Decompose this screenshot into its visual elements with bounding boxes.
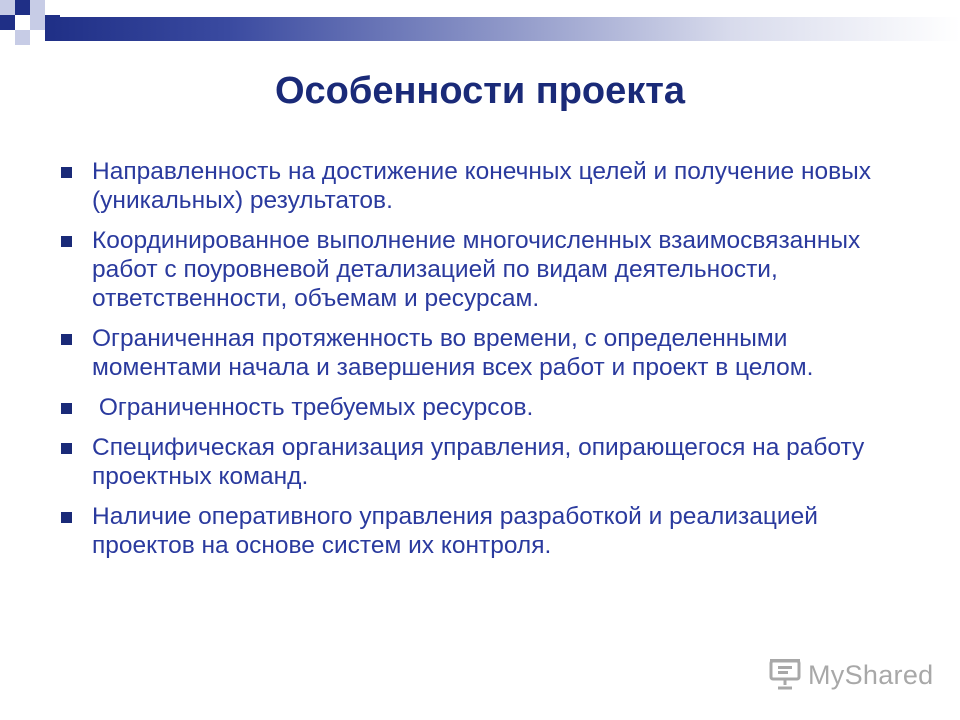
bullet-item <box>60 157 920 215</box>
bullet-item <box>60 393 920 422</box>
square-bullet-icon <box>61 512 72 523</box>
bullet-text: Ограниченная протяженность во времени, с определенными моментами начала и завершения всех работ и проект в целом. <box>92 325 814 381</box>
square-bullet-icon <box>61 236 72 247</box>
decor-square <box>15 15 30 30</box>
square-bullet-icon <box>61 443 72 454</box>
square-bullet-icon <box>61 167 72 178</box>
decor-square <box>0 15 15 30</box>
bullet-item <box>60 433 920 491</box>
watermark-text: MyShared <box>808 660 934 690</box>
bullet-item <box>60 226 920 313</box>
slide-title: Особенности проекта <box>274 70 686 112</box>
bullet-text: Специфическая организация управления, опирающегося на работу проектных команд. <box>92 434 865 490</box>
decor-square <box>15 30 30 45</box>
decor-square <box>30 0 45 15</box>
bullet-text: Ограниченность требуемых ресурсов. <box>92 394 534 421</box>
square-bullet-icon <box>61 403 72 414</box>
header-gradient-bar <box>45 17 960 41</box>
bullet-list <box>60 157 920 571</box>
bullet-text: Наличие оперативного управления разработкой и реализацией проектов на основе систем их контроля. <box>92 503 818 559</box>
projector-screen-icon <box>768 658 802 690</box>
decor-square <box>15 0 30 15</box>
square-bullet-icon <box>61 334 72 345</box>
decor-square <box>0 0 15 15</box>
bullet-item <box>60 324 920 382</box>
bullet-text: Направленность на достижение конечных целей и получение новых (уникальных) результатов. <box>92 158 872 214</box>
watermark-logo <box>768 650 934 700</box>
bullet-item <box>60 502 920 560</box>
bullet-text: Координированное выполнение многочисленных взаимосвязанных работ с поуровневой детализацией по видам деятельности, ответственности, объемам и ресурсам. <box>92 227 861 312</box>
decor-square <box>30 15 45 30</box>
